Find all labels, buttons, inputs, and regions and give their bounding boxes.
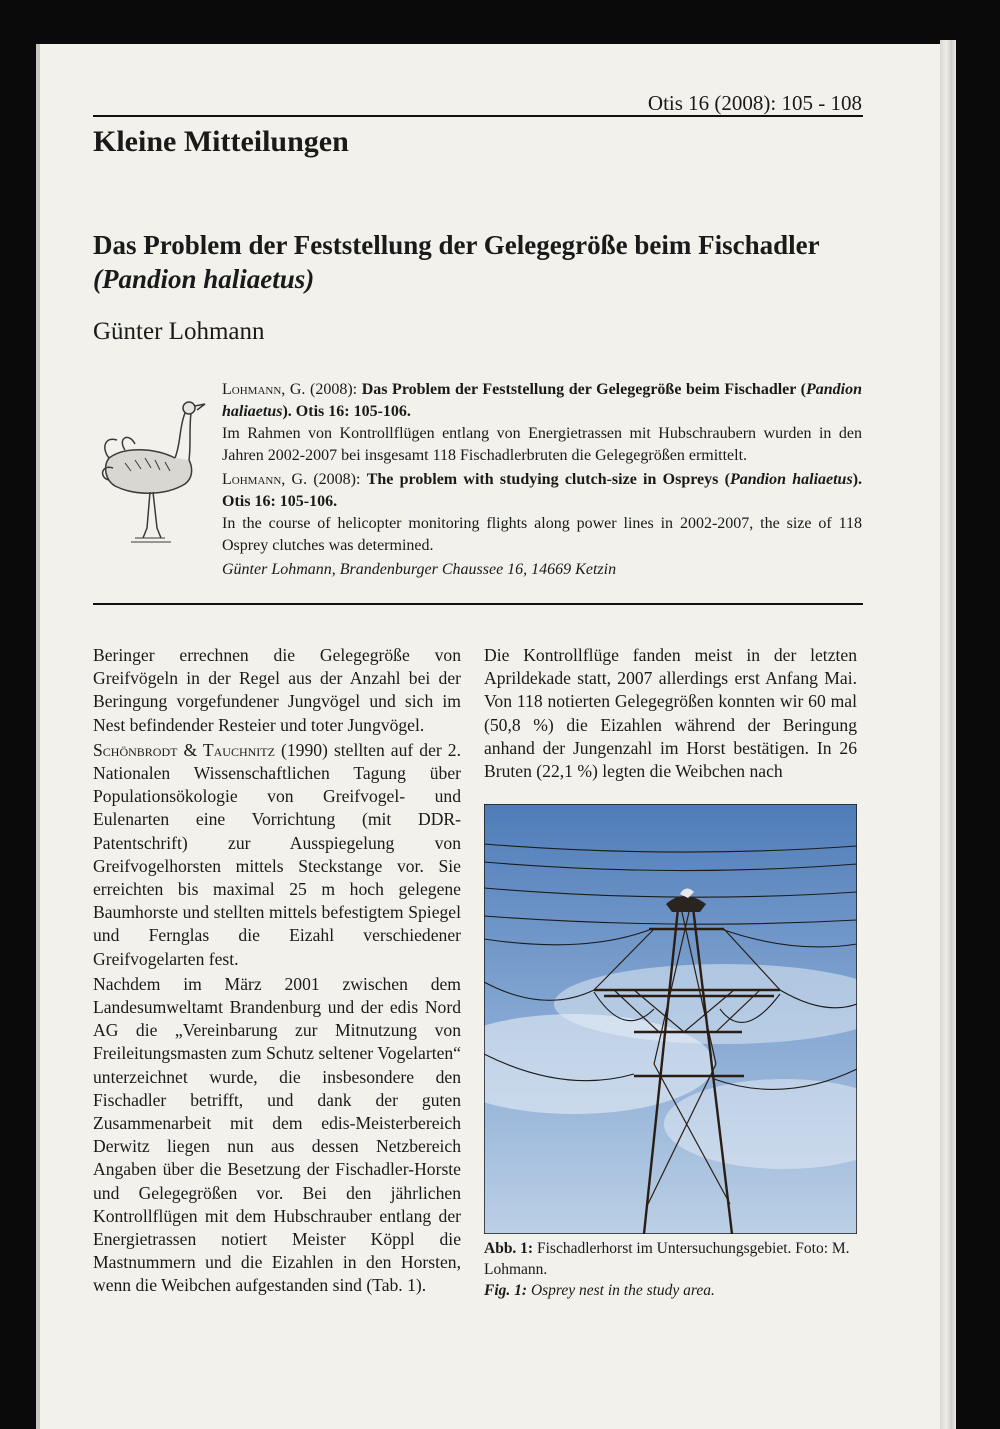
author-address: Günter Lohmann, Brandenburger Chaussee 16, 14669 Ketzin: [222, 561, 617, 578]
journal-reference: Otis 16 (2008): 105 - 108: [647, 91, 862, 115]
abstract-en-citation-year: , G. (2008):: [281, 471, 367, 488]
caption-de: Abb. 1: Fischadlerhorst im Untersuchungsgebiet. Foto: M. Lohmann.: [484, 1240, 850, 1278]
paragraph: Die Kontrollflüge fanden meist in der letzten Aprildekade statt, 2007 allerdings erst Anfang Mai. Von 118 notierten Gelegegrößen konnten wir 60 mal (50,8 %) die Eizahlen während der Beringung anhand der Jungenzahl im Horst bestätigen. In 26 Bruten (22,1 %) legten die Weibchen nach: [484, 645, 857, 782]
figure-caption: [484, 1238, 857, 1301]
article-title-species: (Pandion haliaetus): [93, 264, 315, 294]
abstract-de-citation-year: , G. (2008):: [281, 381, 362, 398]
caption-de-label: Abb. 1:: [484, 1240, 534, 1257]
paragraph: Beringer errechnen die Gelegegröße von Greifvögeln in der Regel aus der Anzahl bei der Beringung vorgefundener Jungvögel und sich im Nest befindender Resteier und toter Jungvögel.: [93, 645, 461, 735]
abstract-block: [222, 379, 862, 581]
article-title-line2: [93, 262, 873, 296]
abstract-en-citation-author: Lohmann: [222, 471, 282, 488]
header-rule: [93, 115, 863, 117]
author-name: Günter Lohmann: [93, 318, 265, 345]
abstract-de-citation-author: Lohmann: [222, 381, 282, 398]
abstract-en-citation: [222, 469, 862, 513]
osprey-nest-photo: [484, 804, 857, 1234]
paragraph: Nachdem im März 2001 zwischen dem Landesumweltamt Brandenburg und der edis Nord AG die „Vereinbarung zur Mitnutzung von Freileitungsmasten zum Schutz seltener Vogelarten“ unterzeichnet wurde, die insbesondere den Fischadler betrifft, und dank der guten Zusammenarbeit mit dem edis-Meisterbereich Derwitz liegen nun aus dessen Netzbereich Angaben über die Besetzung der Fischadler-Horste und Gelegegrößen vor. Bei den jährlichen Kontrollflügen mit dem Hubschrauber entlang der Energietrassen notiert Meister Köppl die Mastnummern und die Eizahlen in den Horsten, wenn die Weibchen aufgestanden sind (Tab. 1).: [93, 973, 461, 1296]
abstract-de-text: Im Rahmen von Kontrollflügen entlang von Energietrassen mit Hubschraubern wurden in den Jahren 2002-2007 bei insgesamt 118 Fischadlerbruten die Gelegegrößen ermittelt.: [222, 425, 862, 464]
bustard-illustration-icon: [95, 388, 210, 553]
abstract-de-citation-title: Das Problem der Feststellung der Gelegegröße beim Fischadler (Pandion haliaetus). Otis 16: 105-106.: [222, 381, 863, 420]
caption-en: Fig. 1: Osprey nest in the study area.: [484, 1282, 715, 1299]
page-edge-stack: [940, 40, 956, 1429]
paragraph: Schönbrodt & Tauchnitz (1990) stellten auf der 2. Nationalen Wissenschaftlichen Tagung über Populationsökologie von Greifvogel- und Eulenarten eine Vorrichtung (mit DDR-Patentschrift) zur Ausspiegelung von Greifvogelhorsten mittels Steckstange vor. Sie erreichten bis maximal 25 m hoch gelegene Baumhorste und stellten mittels befestigtem Spiegel und Fernglas die Eizahl verschiedener Greifvogelarten fest.: [93, 739, 461, 969]
body-column-right: [484, 644, 857, 785]
abstract-de-citation: [222, 379, 862, 423]
body-column-left: [93, 644, 461, 1300]
caption-en-label: Fig. 1:: [484, 1282, 528, 1299]
section-title: Kleine Mitteilungen: [93, 125, 349, 158]
abstract-rule: [93, 603, 863, 605]
cited-authors: Schönbrodt & Tauchnitz: [93, 739, 275, 760]
abstract-en-citation-title: The problem with studying clutch-size in Ospreys (Pandion haliaetus). Otis 16: 105-106.: [222, 471, 863, 510]
article-title-line1: Das Problem der Feststellung der Gelegegröße beim Fischadler: [93, 230, 820, 260]
article-title: [93, 228, 873, 296]
abstract-en-text: In the course of helicopter monitoring flights along power lines in 2002-2007, the size of 118 Osprey clutches was determined.: [222, 515, 862, 554]
